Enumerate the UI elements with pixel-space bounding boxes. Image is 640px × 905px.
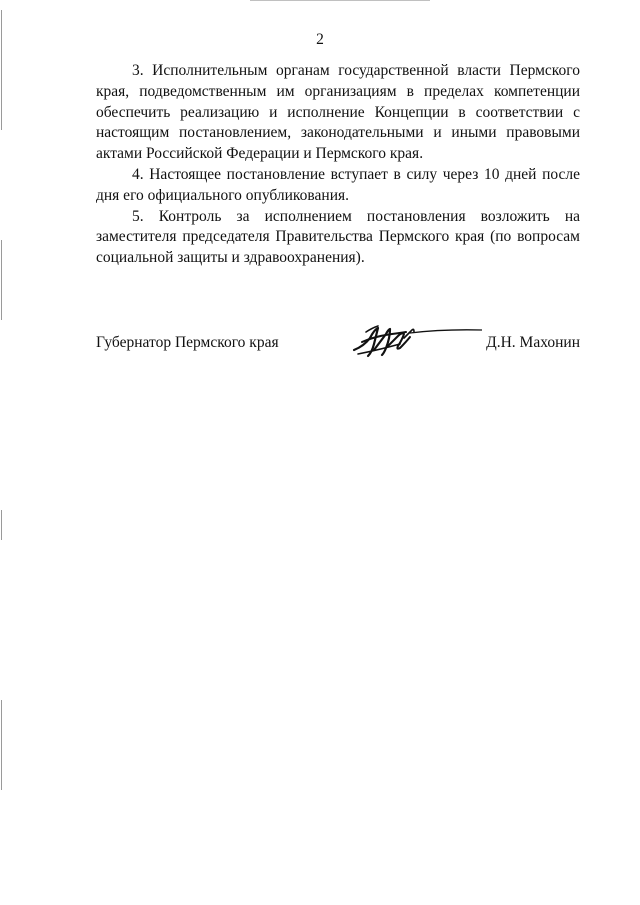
signatory-title: Губернатор Пермского края [96,334,279,351]
scan-artifact-edge [1,510,2,540]
signatory-name: Д.Н. Махонин [486,334,580,351]
scan-artifact-edge [1,10,2,130]
page-number: 2 [316,31,324,48]
scan-artifact-top [250,0,430,1]
paragraph-4: 4. Настоящее постановление вступает в силу через 10 дней после дня его официального опубликования. [96,165,580,204]
signature-block [96,334,580,354]
scan-artifact-edge [1,700,2,790]
document-body [96,61,580,269]
handwritten-signature [348,320,482,360]
scan-artifact-edge [1,240,2,320]
paragraph-5: 5. Контроль за исполнением постановления возложить на заместителя председателя Правительства Пермского края (по вопросам социальной защиты и здравоохранения). [96,207,580,267]
paragraph-3: 3. Исполнительным органам государственной власти Пермского края, подведомственным им организациям в пределах компетенции обеспечить реализацию и исполнение Концепции в соответствии с настоящим постановлением, законодательными и иными правовыми актами Российской Федерации и Пермского края. [96,62,580,163]
